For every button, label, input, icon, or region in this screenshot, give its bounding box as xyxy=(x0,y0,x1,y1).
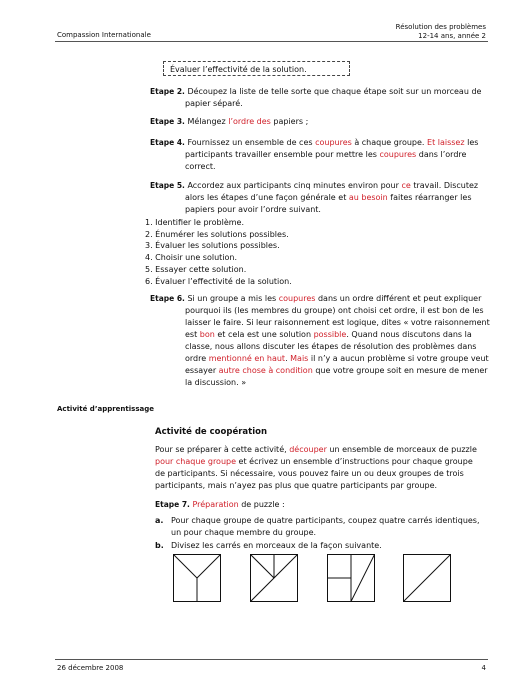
step-text: dans un ordre différent et peut expliquer pourquoi ils (les membres du groupe) ont choisi cet ordre, il est bon de les laisser le faire. Si leur raisonnement est logique, dites « votre raisonnement est xyxy=(185,294,490,339)
puzzle-square-2 xyxy=(251,555,298,602)
header-title: Résolution des problèmes xyxy=(395,23,486,31)
body-text: et écrivez un ensemble d’instructions pour chaque groupe de participants. Si nécessaire, vous pouvez faire un ou deux groupes de trois participants, mais n’ayez pas plus que quatre participants par groupe. xyxy=(155,457,473,490)
highlight-text: bon xyxy=(199,330,215,339)
page-number: 4 xyxy=(481,664,486,672)
list-item: 2. Énumérer les solutions possibles. xyxy=(145,229,289,239)
highlight-text: ce xyxy=(401,181,411,190)
highlight-text: possible xyxy=(313,330,347,339)
sub-item-key: a. xyxy=(155,516,164,525)
highlight-text: autre chose à condition xyxy=(218,366,313,375)
step-text: dans l’ordre correct. xyxy=(185,150,467,171)
step-7 xyxy=(155,500,285,509)
header-subtitle: 12-14 ans, année 2 xyxy=(418,32,486,40)
highlight-text: coupures xyxy=(315,138,352,147)
sub-item xyxy=(155,515,485,539)
step-2 xyxy=(150,86,490,110)
step-text: papiers ; xyxy=(270,117,309,126)
list-item: 1. Identifier le problème. xyxy=(145,218,245,227)
step-text: faites réarranger les papiers pour avoir l’ordre suivant. xyxy=(185,193,472,214)
sub-item-text: Pour chaque groupe de quatre participants, coupez quatre carrés identiques, un pour chaque membre du groupe. xyxy=(171,516,480,537)
step-text: . xyxy=(285,354,291,363)
list-item: 4. Choisir une solution. xyxy=(145,253,237,263)
step-text: Mélangez xyxy=(187,117,229,126)
step-text: il n’y a aucun problème si votre groupe veut essayer xyxy=(185,354,489,375)
step-text: les participants travailler ensemble pour mettre les xyxy=(185,138,479,159)
section-side-heading: Activité d’apprentissage xyxy=(57,405,154,413)
boxed-step: Évaluer l’effectivité de la solution. xyxy=(163,61,350,76)
highlight-text: coupures xyxy=(379,150,417,159)
sub-item-text: Divisez les carrés en morceaux de la façon suivante. xyxy=(171,541,382,550)
step-text: Découpez la liste de telle sorte que chaque étape soit sur un morceau de papier séparé. xyxy=(185,87,482,108)
puzzle-square-3 xyxy=(328,555,375,602)
step-text: . Quand nous discutons dans la classe, nous allons discuter les étapes de résolution des problèmes dans ordre xyxy=(185,330,477,363)
step-text: que votre groupe soit en mesure de mener la discussion. » xyxy=(185,366,488,387)
list-item: 6. Évaluer l’effectivité de la solution. xyxy=(145,276,292,286)
body-text: un ensemble de morceaux de puzzle xyxy=(326,445,477,454)
step-label: Etape 4. xyxy=(150,138,185,147)
step-label: Etape 5. xyxy=(150,181,185,190)
footer-date: 26 décembre 2008 xyxy=(57,664,124,672)
header-rule xyxy=(55,41,488,42)
coop-paragraph xyxy=(155,444,485,492)
step-text: de puzzle : xyxy=(238,500,285,509)
list-item: 3. Évaluer les solutions possibles. xyxy=(145,241,280,251)
highlight-text: l’ordre des xyxy=(228,117,271,126)
sub-item xyxy=(155,540,485,552)
step-text: Si un groupe a mis les xyxy=(187,294,279,303)
highlight-text: Mais xyxy=(290,354,309,363)
step-label: Etape 6. xyxy=(150,294,185,303)
step-label: Etape 7. xyxy=(155,500,190,509)
puzzle-square-1 xyxy=(174,555,221,602)
sub-item-key: b. xyxy=(155,541,164,550)
highlight-text: coupures xyxy=(278,294,316,303)
step-3 xyxy=(150,116,490,128)
step-6 xyxy=(150,293,490,389)
puzzle-squares-figure xyxy=(173,554,451,602)
step-4 xyxy=(150,137,490,173)
list-item: 5. Essayer cette solution. xyxy=(145,264,247,274)
step-text: Accordez aux participants cinq minutes environ pour xyxy=(187,181,402,190)
header-org: Compassion Internationale xyxy=(57,31,151,39)
step-text: Fournissez un ensemble de ces xyxy=(187,138,316,147)
solution-order-list xyxy=(145,217,292,287)
step-label: Etape 3. xyxy=(150,117,185,126)
footer-rule xyxy=(55,659,488,660)
body-text: Pour se préparer à cette activité, xyxy=(155,445,290,454)
section-heading: Activité de coopération xyxy=(155,427,268,437)
highlight-text: au besoin xyxy=(348,193,388,202)
header-title-block xyxy=(396,23,486,41)
highlight-text: Et laissez xyxy=(427,138,465,147)
highlight-text: pour chaque groupe xyxy=(155,457,237,466)
step-text: travail. Discutez alors les étapes d’une façon générale et xyxy=(185,181,479,202)
step-text: et cela est une solution xyxy=(214,330,314,339)
highlight-text: découper xyxy=(289,445,327,454)
step-label: Etape 2. xyxy=(150,87,185,96)
puzzle-square-4 xyxy=(404,555,451,602)
highlight-text: Préparation xyxy=(192,500,239,509)
step-text: à chaque groupe. xyxy=(351,138,428,147)
step-5 xyxy=(150,180,490,216)
highlight-text: mentionné en haut xyxy=(208,354,286,363)
